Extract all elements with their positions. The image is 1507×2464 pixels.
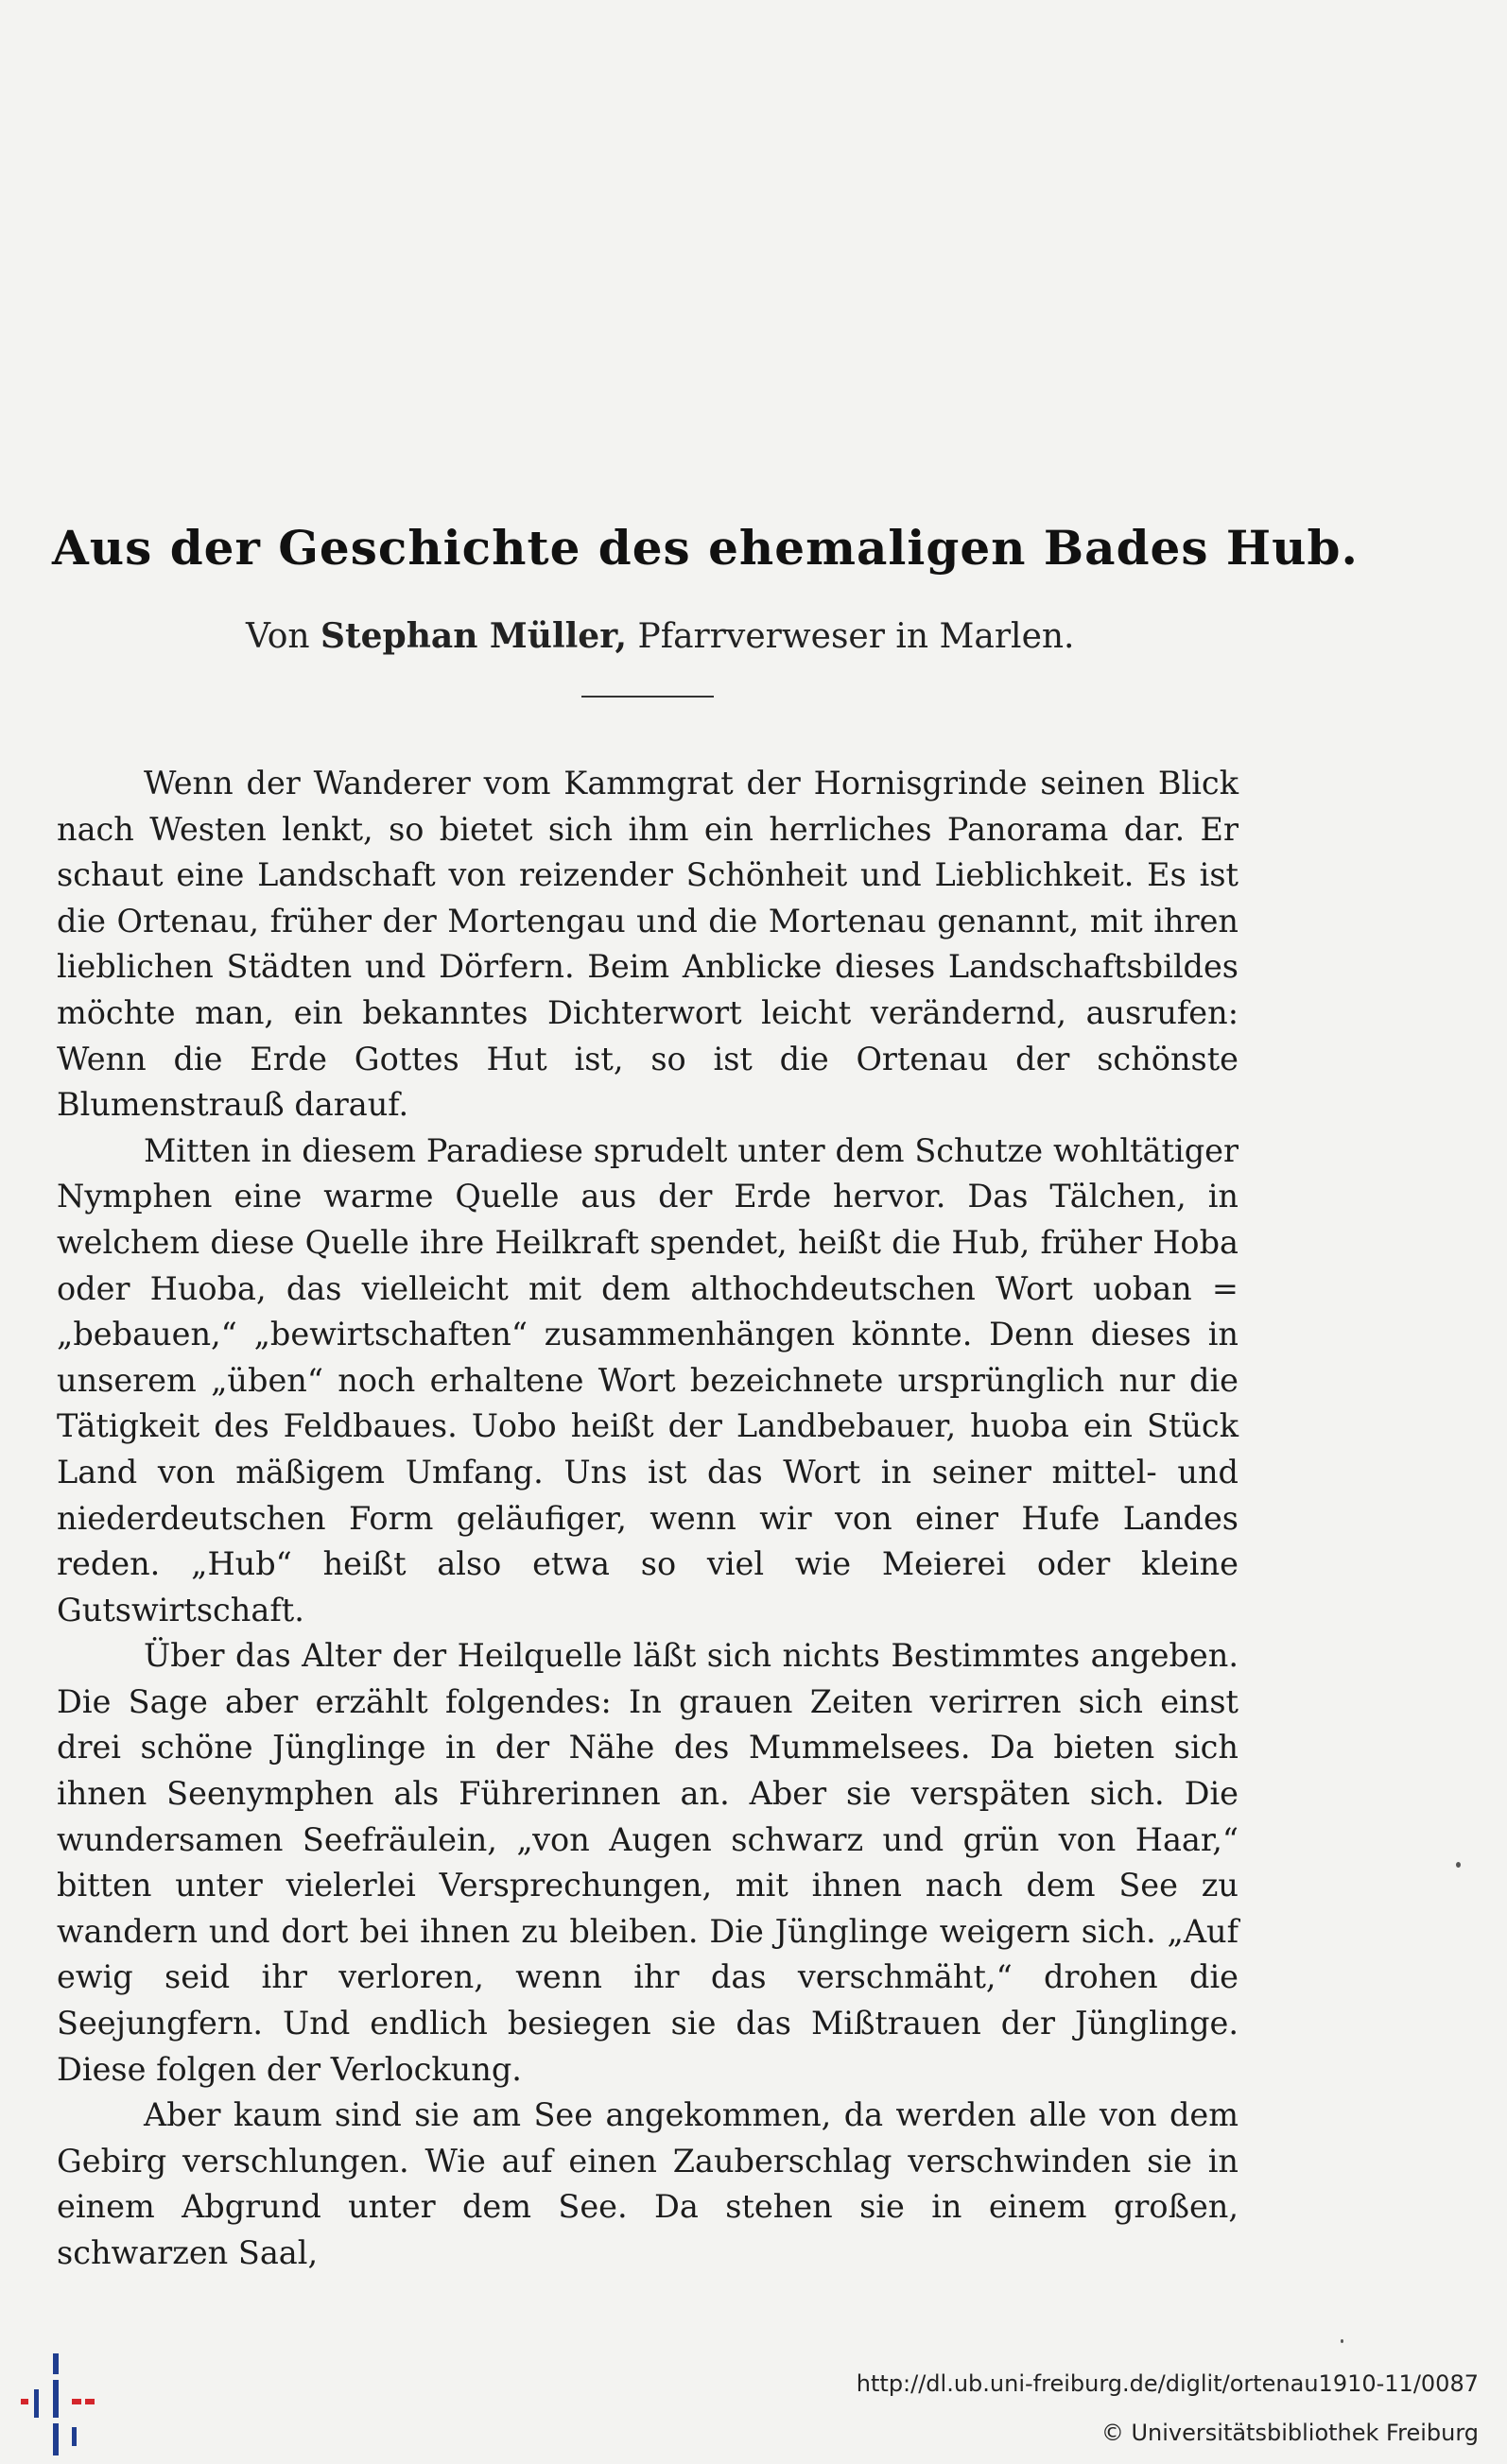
byline-prefix: Von [246, 617, 310, 656]
paragraph: Über das Alter der Heilquelle läßt sich nichts Bestimmtes angeben. Die Sage aber erzählt folgendes: In grauen Zeiten verirren sich einst drei schöne Jünglinge in der Nähe des Mummelsees. Da bieten sich ihnen Seenymphen als Führerinnen an. Aber sie verspäten sich. Die wundersamen Seefräulein, „von Augen schwarz und grün von Haar,“ bitten unter vielerlei Versprechungen, mit ihnen nach dem See zu wandern und dort bei ihnen zu bleiben. Die Jünglinge weigern sich. „Auf ewig seid ihr verloren, wenn ihr das verschmäht,“ drohen die Seejungfern. Und endlich besiegen sie das Mißtrauen der Jünglinge. Diese folgen der Verlockung. [57, 1637, 1239, 2088]
byline-role: Pfarrverweser in Marlen. [637, 617, 1075, 656]
copyright-notice: © Universitätsbibliothek Freiburg [1100, 2420, 1479, 2446]
title-divider [581, 696, 714, 698]
scan-speck [1456, 1862, 1461, 1868]
paragraph: Mitten in diesem Paradiese sprudelt unter dem Schutze wohltätiger Nymphen eine warme Quelle aus der Erde hervor. Das Tälchen, in welchem diese Quelle ihre Heilkraft spendet, heißt die Hub, früher Hoba oder Huoba, das vielleicht mit dem althochdeutschen Wort uoban = „bebauen,“ „bewirtschaften“ zusammenhängen könnte. Denn dieses in unserem „üben“ noch erhaltene Wort bezeichnete ursprünglich nur die Tätigkeit des Feldbaues. Uobo heißt der Landbebauer, huoba ein Stück Land von mäßigem Umfang. Uns ist das Wort in seiner mittel- und niederdeutschen Form geläufiger, wenn wir von einer Hufe Landes reden. „Hub“ heißt also etwa so viel wie Meierei oder kleine Gutswirtschaft. [57, 1131, 1239, 1628]
paragraph: Wenn der Wanderer vom Kammgrat der Hornisgrinde seinen Blick nach Westen lenkt, so bietet sich ihm ein herrliches Panorama dar. Er schaut eine Landschaft von reizender Schönheit und Lieblichkeit. Es ist die Ortenau, früher der Mortengau und die Mortenau genannt, mit ihren lieblichen Städten und Dörfern. Beim Anblicke dieses Landschaftsbildes möchte man, ein bekanntes Dichterwort leicht verändernd, ausrufen: Wenn die Erde Gottes Hut ist, so ist die Ortenau der schönste Blumenstrauß darauf. [57, 765, 1239, 1124]
university-library-logo-icon [17, 2353, 102, 2457]
byline-author: Stephan Müller, [320, 616, 628, 656]
article-title: Aus der Geschichte des ehemaligen Bades Hub. [52, 520, 1359, 576]
source-url-link[interactable]: http://dl.ub.uni-freiburg.de/diglit/ortenau1910-11/0087 [856, 2370, 1479, 2397]
article-body [57, 761, 1239, 2277]
paragraph: Aber kaum sind sie am See angekommen, da werden alle von dem Gebirg verschlungen. Wie auf einen Zauberschlag verschwinden sie in einem Abgrund unter dem See. Da stehen sie in einem großen, schwarzen Saal, [57, 2096, 1239, 2271]
scan-speck [1341, 2339, 1343, 2343]
byline [246, 616, 1191, 656]
